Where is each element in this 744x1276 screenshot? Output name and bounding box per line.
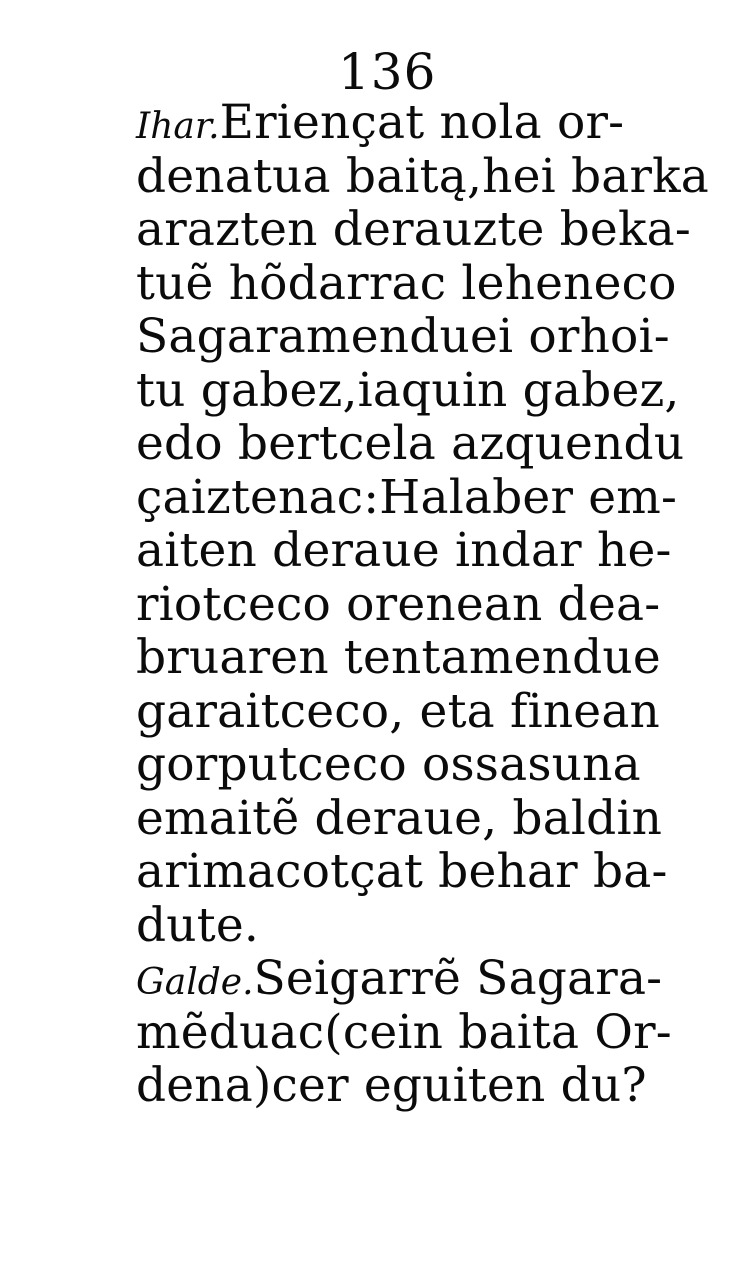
text-line [136, 576, 661, 632]
text-line [136, 683, 661, 739]
line-text: arimacotçat behar ba- [136, 844, 668, 899]
text-line [136, 630, 661, 685]
text-line [136, 899, 636, 953]
line-text: arazten derauzte beka- [136, 202, 691, 257]
line-text: Eriençat nola or- [219, 95, 625, 150]
text-line [136, 1058, 647, 1113]
page-number: 136 [338, 43, 437, 101]
line-text: edo bertcela azquendu [136, 416, 685, 471]
page-text [136, 95, 710, 1113]
text-line [136, 469, 678, 525]
line-text: garaitceco, eta finean [136, 683, 661, 739]
text-line [136, 951, 663, 1006]
text-line [136, 416, 685, 471]
line-text: denatua baitą,hei barka [136, 148, 710, 204]
line-text: Sagaramenduei orhoi- [136, 309, 670, 364]
line-text: dute. [136, 897, 259, 953]
line-text: gorputceco ossasuna [136, 737, 641, 792]
line-text: mẽduac(cein baita Or- [136, 1004, 672, 1060]
text-line [136, 362, 680, 418]
text-line [136, 790, 663, 846]
speaker-label: Ihar. [136, 106, 220, 147]
text-line [136, 737, 641, 792]
speaker-label: Galde. [136, 962, 254, 1003]
text-line [136, 96, 636, 150]
line-text: çaiztenac:Halaber em- [136, 469, 678, 525]
text-line [136, 844, 668, 899]
line-text: Seigarrẽ Sagara- [253, 951, 663, 1006]
line-text: tu gabez,iaquin gabez, [136, 362, 680, 418]
line-text: emaitẽ deraue, baldin [136, 790, 663, 846]
text-line [136, 255, 677, 311]
line-text: dena)cer eguiten du? [136, 1058, 647, 1113]
text-line [136, 148, 710, 204]
text-line [136, 1004, 672, 1060]
line-text: tuẽ hõdarrac leheneco [136, 255, 677, 311]
text-line [136, 202, 691, 257]
text-line [136, 309, 670, 364]
text-line [136, 523, 672, 578]
line-text: riotceco orenean dea- [136, 576, 661, 632]
line-text: aiten deraue indar he- [136, 523, 672, 578]
line-text: bruaren tentamendue [136, 630, 661, 685]
